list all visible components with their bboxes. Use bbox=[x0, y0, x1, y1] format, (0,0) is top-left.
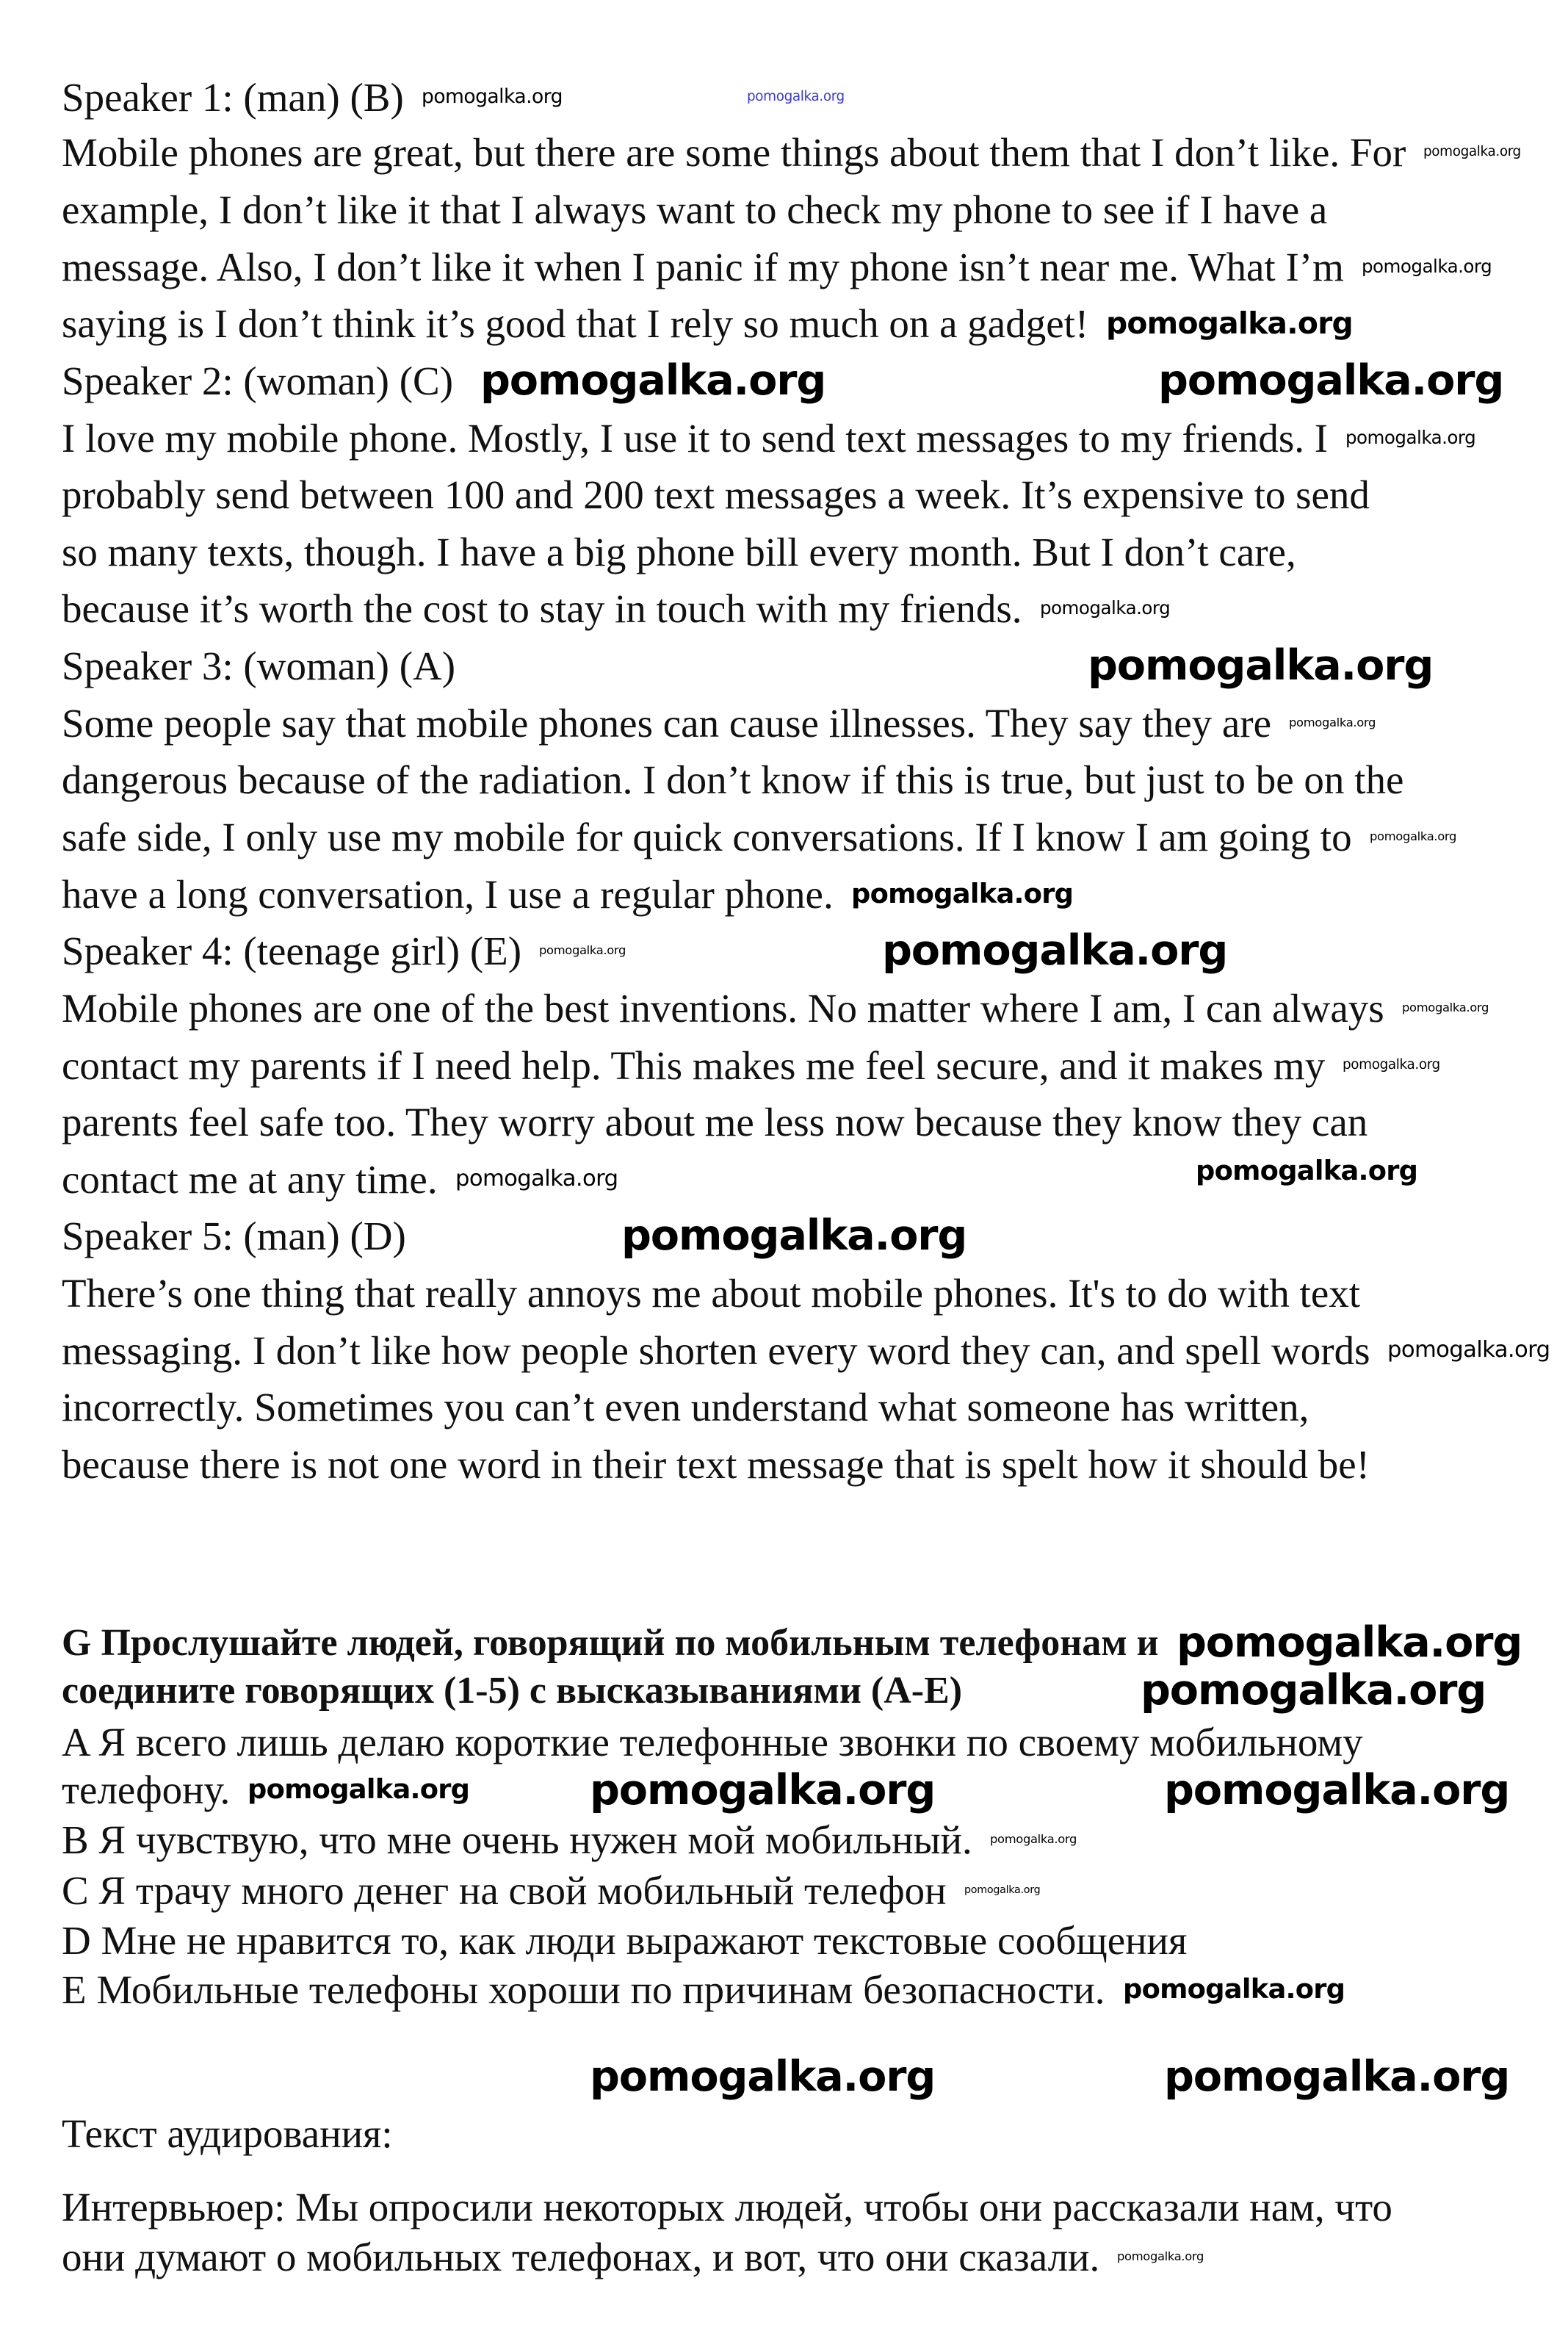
watermark: pomogalka.org bbox=[1362, 256, 1492, 277]
text-line: contact my parents if I need help. This makes me feel secure, and it makes my bbox=[62, 1043, 1326, 1088]
text-line: because it’s worth the cost to stay in touch with my friends. bbox=[62, 586, 1022, 631]
watermark: pomogalka.org bbox=[455, 1166, 618, 1192]
answer-option: A Я всего лишь делаю короткие телефонные звонки по своему мобильному bbox=[62, 1720, 1363, 1764]
text-line: so many texts, though. I have a big phone bill every month. But I don’t care, bbox=[62, 530, 1296, 574]
answer-option: D Мне не нравится то, как люди выражают текстовые сообщения bbox=[62, 1918, 1188, 1963]
watermark: pomogalka.org bbox=[1177, 1618, 1522, 1667]
text-line: probably send between 100 and 200 text messages a week. It’s expensive to send bbox=[62, 472, 1370, 517]
text-line: There’s one thing that really annoys me about mobile phones. It's to do with text bbox=[62, 1271, 1361, 1316]
watermark: pomogalka.org bbox=[1123, 1973, 1345, 2005]
watermark: pomogalka.org bbox=[590, 1766, 936, 1814]
watermark: pomogalka.org bbox=[539, 943, 626, 957]
text-line: contact me at any time. bbox=[62, 1157, 438, 1202]
text-line: Some people say that mobile phones can cause illnesses. They say they are bbox=[62, 701, 1271, 746]
watermark: pomogalka.org bbox=[851, 878, 1074, 909]
text-line: Mobile phones are one of the best inventions. No matter where I am, I can always bbox=[62, 986, 1384, 1031]
watermark: pomogalka.org bbox=[248, 1773, 470, 1805]
watermark: pomogalka.org bbox=[1040, 597, 1171, 619]
text-line: safe side, I only use my mobile for quick conversations. If I know I am going to bbox=[62, 815, 1352, 859]
watermark: pomogalka.org bbox=[1370, 829, 1457, 843]
watermark: pomogalka.org bbox=[1158, 356, 1504, 405]
text-line: Интервьюер: Мы опросили некоторых людей, чтобы они рассказали нам, что bbox=[62, 2185, 1392, 2229]
watermark: pomogalka.org bbox=[1423, 144, 1521, 159]
watermark: pomogalka.org bbox=[1343, 1057, 1440, 1073]
watermark: pomogalka.org bbox=[621, 1211, 967, 1260]
text-line: dangerous because of the radiation. I don’t know if this is true, but just to be on the bbox=[62, 757, 1404, 802]
speaker-heading: Speaker 1: (man) (B) bbox=[62, 75, 404, 120]
speaker-heading: Speaker 2: (woman) (C) bbox=[62, 358, 454, 403]
text-line: I love my mobile phone. Mostly, I use it to send text messages to my friends. I bbox=[62, 416, 1329, 461]
watermark: pomogalka.org bbox=[1106, 306, 1353, 341]
text-line: example, I don’t like it that I always want to check my phone to see if I have a bbox=[62, 187, 1328, 232]
watermark: pomogalka.org bbox=[1345, 427, 1476, 448]
watermark: pomogalka.org bbox=[422, 85, 563, 108]
watermark: pomogalka.org bbox=[1164, 1766, 1510, 1814]
speaker-heading: Speaker 3: (woman) (A) bbox=[62, 644, 456, 688]
answer-option: C Я трачу много денег на свой мобильный телефон bbox=[62, 1868, 947, 1913]
speaker-heading: Speaker 5: (man) (D) bbox=[62, 1214, 406, 1258]
text-line: Текст аудирования: bbox=[62, 2111, 393, 2156]
watermark: pomogalka.org bbox=[1196, 1155, 1418, 1186]
watermark: pomogalka.org bbox=[747, 89, 845, 104]
task-heading: соедините говорящих (1-5) с высказываниями (A-E) bbox=[62, 1670, 963, 1712]
watermark: pomogalka.org bbox=[964, 1884, 1041, 1896]
watermark: pomogalka.org bbox=[990, 1832, 1077, 1846]
watermark: pomogalka.org bbox=[1402, 1001, 1489, 1014]
watermark: pomogalka.org bbox=[1088, 641, 1434, 690]
watermark: pomogalka.org bbox=[590, 2052, 936, 2101]
answer-option: B Я чувствую, что мне очень нужен мой мобильный. bbox=[62, 1817, 972, 1862]
watermark: pomogalka.org bbox=[1164, 2052, 1510, 2101]
text-line: messaging. I don’t like how people shorten every word they can, and spell words bbox=[62, 1328, 1370, 1373]
answer-option: телефону. bbox=[62, 1767, 231, 1812]
task-heading: G Прослушайте людей, говорящий по мобильным телефонам и bbox=[62, 1622, 1159, 1664]
answer-option: E Мобильные телефоны хороши по причинам безопасности. bbox=[62, 1967, 1105, 2012]
speaker-heading: Speaker 4: (teenage girl) (E) bbox=[62, 929, 522, 973]
watermark: pomogalka.org bbox=[1141, 1666, 1486, 1715]
watermark: pomogalka.org bbox=[882, 926, 1228, 975]
watermark: pomogalka.org bbox=[1117, 2249, 1204, 2263]
watermark: pomogalka.org bbox=[1289, 715, 1376, 729]
watermark: pomogalka.org bbox=[480, 356, 826, 405]
text-line: Mobile phones are great, but there are some things about them that I don’t like. For bbox=[62, 130, 1406, 175]
text-line: because there is not one word in their text message that is spelt how it should be! bbox=[62, 1442, 1370, 1487]
text-line: parents feel safe too. They worry about me less now because they know they can bbox=[62, 1100, 1368, 1144]
watermark: pomogalka.org bbox=[1387, 1337, 1550, 1363]
text-line: saying is I don’t think it’s good that I rely so much on a gadget! bbox=[62, 301, 1089, 346]
text-line: message. Also, I don’t like it when I panic if my phone isn’t near me. What I’m bbox=[62, 245, 1344, 289]
text-line: они думают о мобильных телефонах, и вот, что они сказали. bbox=[62, 2235, 1100, 2279]
text-line: have a long conversation, I use a regular phone. bbox=[62, 872, 834, 917]
text-line: incorrectly. Sometimes you can’t even understand what someone has written, bbox=[62, 1385, 1309, 1430]
